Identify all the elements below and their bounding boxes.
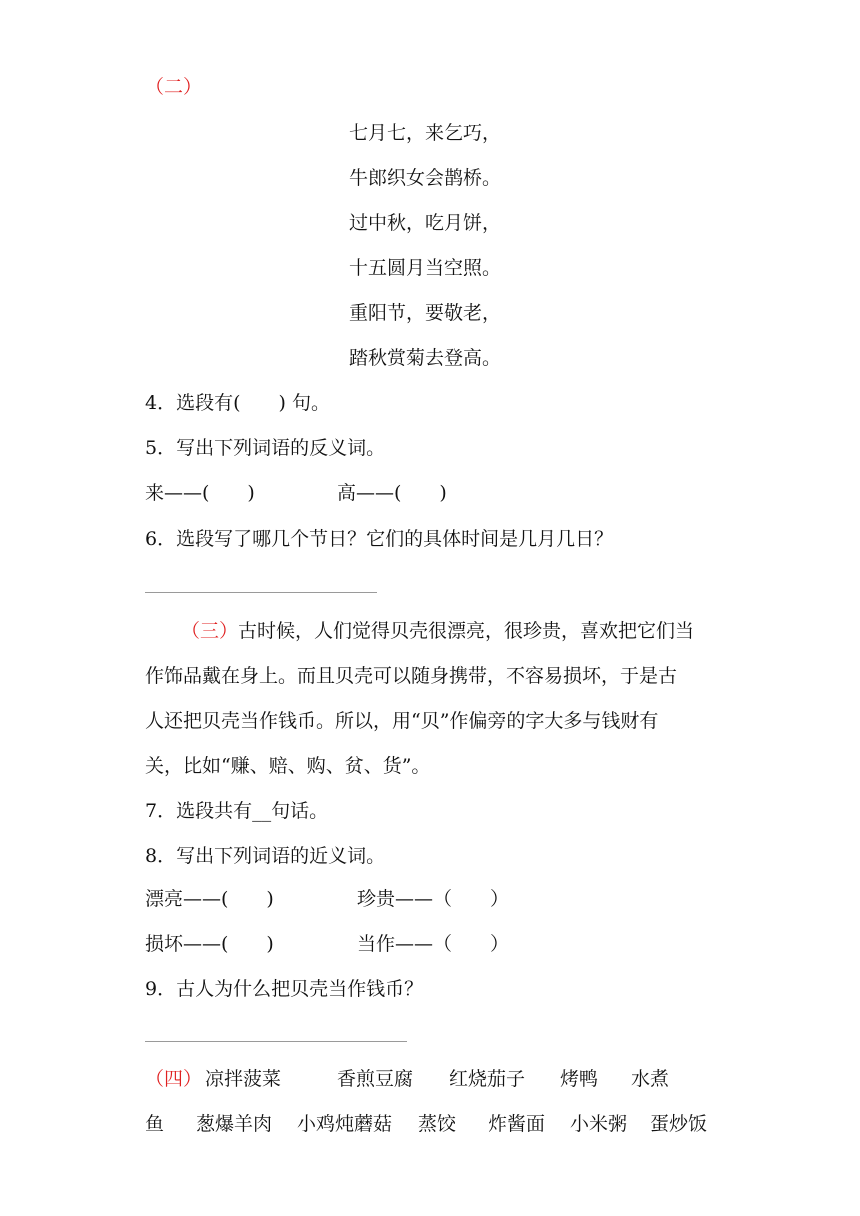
question-7: 7．选段共有__句话。 xyxy=(145,800,329,822)
question-4: 4．选段有( ) 句。 xyxy=(145,392,330,414)
passage-line-1-text: 古时候，人们觉得贝壳很漂亮，很珍贵，喜欢把它们当 xyxy=(238,620,695,642)
poem-line-2: 牛郎织女会鹊桥。 xyxy=(349,167,502,189)
section-4-label: （四） xyxy=(145,1068,203,1090)
passage-line-3: 人还把贝壳当作钱币。所以，用“贝”作偏旁的字大多与钱财有 xyxy=(145,710,659,732)
question-5: 5．写出下列词语的反义词。 xyxy=(145,437,386,459)
dish-item: 蛋炒饭 xyxy=(650,1113,708,1135)
question-8: 8．写出下列词语的近义词。 xyxy=(145,845,386,867)
dish-item: 葱爆羊肉 xyxy=(196,1113,273,1135)
dish-item: 鱼 xyxy=(145,1113,165,1135)
section-3-label: （三） xyxy=(181,620,239,642)
dish-item: 小米粥 xyxy=(570,1113,628,1135)
poem-line-6: 踏秋赏菊去登高。 xyxy=(349,347,502,369)
dish-item: 烤鸭 xyxy=(560,1068,599,1090)
synonym-item-1: 漂亮——( ) xyxy=(145,888,274,910)
passage-line-4: 关，比如“赚、赔、购、贫、货”。 xyxy=(145,755,431,777)
section-2-label: （二） xyxy=(145,76,203,98)
dish-item: 炸酱面 xyxy=(488,1113,546,1135)
answer-line-6 xyxy=(145,592,377,593)
poem-line-1: 七月七，来乞巧， xyxy=(349,122,502,144)
answer-line-9 xyxy=(145,1041,407,1042)
antonym-item-1: 来——( ) xyxy=(145,482,255,504)
dish-item: 凉拌菠菜 xyxy=(205,1068,282,1090)
synonym-item-2: 珍贵——（ ） xyxy=(357,888,510,910)
synonym-item-4: 当作——（ ） xyxy=(357,933,510,955)
dish-item: 蒸饺 xyxy=(418,1113,457,1135)
passage-line-2: 作饰品戴在身上。而且贝壳可以随身携带，不容易损坏，于是古 xyxy=(145,665,678,687)
question-9: 9．古人为什么把贝壳当作钱币？ xyxy=(145,978,424,1000)
poem-line-3: 过中秋，吃月饼， xyxy=(349,212,502,234)
dish-item: 水煮 xyxy=(631,1068,670,1090)
antonym-item-2: 高——( ) xyxy=(337,482,447,504)
question-6: 6．选段写了哪几个节日？它们的具体时间是几月几日？ xyxy=(145,528,614,550)
dish-item: 红烧茄子 xyxy=(449,1068,526,1090)
poem-line-4: 十五圆月当空照。 xyxy=(349,257,502,279)
dish-item: 小鸡炖蘑菇 xyxy=(297,1113,393,1135)
synonym-item-3: 损坏——( ) xyxy=(145,933,274,955)
passage-line-1 xyxy=(181,618,694,644)
poem-line-5: 重阳节，要敬老， xyxy=(349,302,502,324)
dish-item: 香煎豆腐 xyxy=(337,1068,414,1090)
